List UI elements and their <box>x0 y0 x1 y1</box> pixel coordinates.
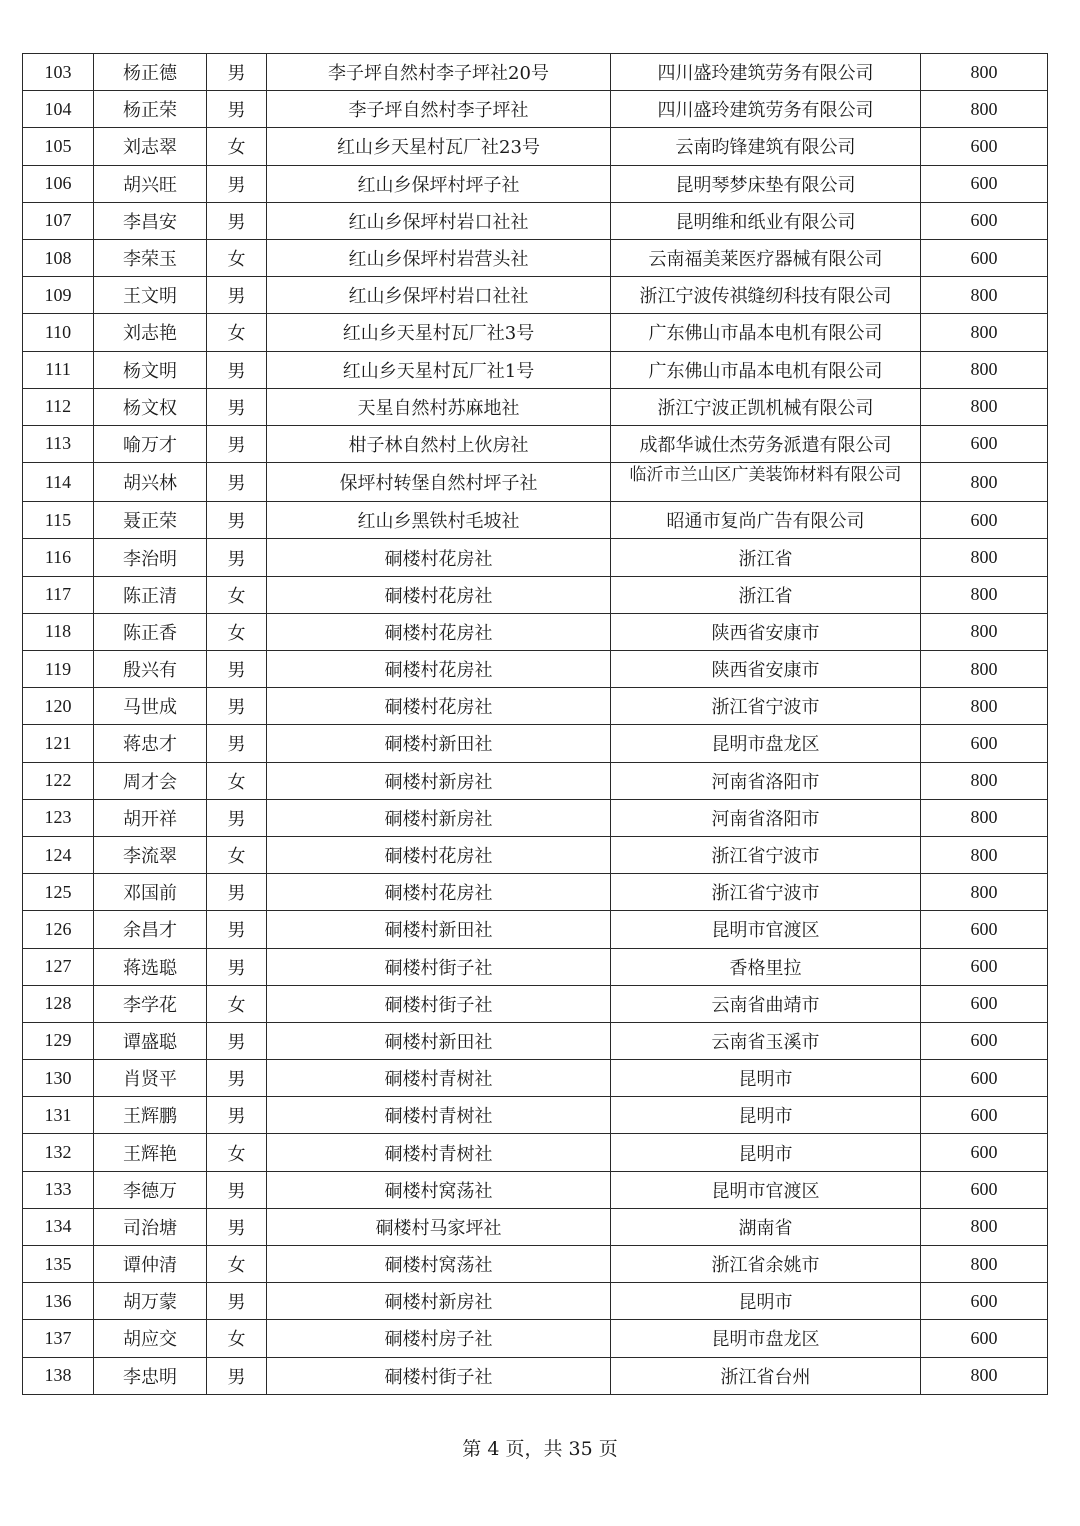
row-number-cell: 137 <box>23 1320 94 1357</box>
table-row <box>23 463 1048 502</box>
employer-cell: 四川盛玲建筑劳务有限公司 <box>611 54 921 91</box>
row-number-cell: 109 <box>23 277 94 314</box>
subsidy-amount-cell: 800 <box>921 388 1048 425</box>
home-address-cell: 硐楼村青树社 <box>267 1060 611 1097</box>
gender-cell: 女 <box>207 1320 267 1357</box>
subsidy-amount-cell: 800 <box>921 1246 1048 1283</box>
table-row <box>23 502 1048 539</box>
subsidy-amount-cell: 800 <box>921 688 1048 725</box>
person-name-cell: 陈正清 <box>94 576 207 613</box>
table-row <box>23 1060 1048 1097</box>
home-address-cell: 硐楼村花房社 <box>267 576 611 613</box>
table-row <box>23 948 1048 985</box>
subsidy-amount-cell: 600 <box>921 1320 1048 1357</box>
subsidy-amount-cell: 800 <box>921 539 1048 576</box>
subsidy-amount-cell: 800 <box>921 576 1048 613</box>
subsidy-amount-cell: 800 <box>921 799 1048 836</box>
home-address-cell: 硐楼村青树社 <box>267 1097 611 1134</box>
subsidy-amount-cell: 600 <box>921 1171 1048 1208</box>
employer-cell: 临沂市兰山区广美装饰材料有限公司 <box>611 463 921 502</box>
row-number-cell: 126 <box>23 911 94 948</box>
gender-cell: 女 <box>207 576 267 613</box>
row-number-cell: 138 <box>23 1357 94 1394</box>
person-name-cell: 刘志艳 <box>94 314 207 351</box>
home-address-cell: 红山乡天星村瓦厂社3号 <box>267 314 611 351</box>
employer-cell: 云南福美莱医疗器械有限公司 <box>611 239 921 276</box>
home-address-cell: 硐楼村新房社 <box>267 1283 611 1320</box>
person-name-cell: 余昌才 <box>94 911 207 948</box>
employer-cell: 广东佛山市晶本电机有限公司 <box>611 351 921 388</box>
table-row <box>23 1246 1048 1283</box>
home-address-cell: 硐楼村新田社 <box>267 911 611 948</box>
subsidy-amount-cell: 800 <box>921 874 1048 911</box>
subsidy-amount-cell: 600 <box>921 985 1048 1022</box>
employer-cell: 昆明市官渡区 <box>611 1171 921 1208</box>
subsidy-amount-cell: 800 <box>921 54 1048 91</box>
home-address-cell: 硐楼村窝荡社 <box>267 1171 611 1208</box>
person-name-cell: 王文明 <box>94 277 207 314</box>
page-number: 第 4 页，共 35 页 <box>462 1438 618 1460</box>
employer-cell: 浙江省 <box>611 576 921 613</box>
gender-cell: 男 <box>207 874 267 911</box>
row-number-cell: 115 <box>23 502 94 539</box>
home-address-cell: 硐楼村新房社 <box>267 799 611 836</box>
table-row <box>23 1357 1048 1394</box>
subsidy-amount-cell: 600 <box>921 1022 1048 1059</box>
table-row <box>23 539 1048 576</box>
gender-cell: 男 <box>207 1283 267 1320</box>
row-number-cell: 112 <box>23 388 94 425</box>
subsidy-amount-cell: 600 <box>921 1283 1048 1320</box>
gender-cell: 女 <box>207 239 267 276</box>
gender-cell: 男 <box>207 202 267 239</box>
gender-cell: 男 <box>207 1208 267 1245</box>
home-address-cell: 硐楼村新田社 <box>267 725 611 762</box>
person-name-cell: 胡应交 <box>94 1320 207 1357</box>
employer-cell: 昆明市官渡区 <box>611 911 921 948</box>
table-row <box>23 688 1048 725</box>
home-address-cell: 硐楼村花房社 <box>267 539 611 576</box>
row-number-cell: 127 <box>23 948 94 985</box>
gender-cell: 男 <box>207 799 267 836</box>
row-number-cell: 122 <box>23 762 94 799</box>
employer-cell: 成都华诚仕杰劳务派遣有限公司 <box>611 425 921 462</box>
employer-cell: 香格里拉 <box>611 948 921 985</box>
row-number-cell: 106 <box>23 165 94 202</box>
gender-cell: 女 <box>207 762 267 799</box>
home-address-cell: 红山乡保坪村岩口社社 <box>267 277 611 314</box>
person-name-cell: 蒋选聪 <box>94 948 207 985</box>
employer-cell: 浙江宁波正凯机械有限公司 <box>611 388 921 425</box>
table-row <box>23 239 1048 276</box>
home-address-cell: 硐楼村马家坪社 <box>267 1208 611 1245</box>
home-address-cell: 红山乡天星村瓦厂社1号 <box>267 351 611 388</box>
home-address-cell: 硐楼村街子社 <box>267 1357 611 1394</box>
gender-cell: 女 <box>207 314 267 351</box>
gender-cell: 男 <box>207 948 267 985</box>
gender-cell: 男 <box>207 1060 267 1097</box>
gender-cell: 女 <box>207 613 267 650</box>
gender-cell: 男 <box>207 425 267 462</box>
person-name-cell: 胡万蒙 <box>94 1283 207 1320</box>
employer-cell: 河南省洛阳市 <box>611 799 921 836</box>
person-name-cell: 李德万 <box>94 1171 207 1208</box>
person-name-cell: 李治明 <box>94 539 207 576</box>
person-name-cell: 杨文明 <box>94 351 207 388</box>
subsidy-amount-cell: 600 <box>921 1134 1048 1171</box>
gender-cell: 男 <box>207 1357 267 1394</box>
home-address-cell: 红山乡保坪村岩营头社 <box>267 239 611 276</box>
table-row <box>23 91 1048 128</box>
person-name-cell: 刘志翠 <box>94 128 207 165</box>
subsidy-amount-cell: 600 <box>921 948 1048 985</box>
employer-cell: 昆明市 <box>611 1060 921 1097</box>
table-row <box>23 425 1048 462</box>
table-row <box>23 874 1048 911</box>
row-number-cell: 123 <box>23 799 94 836</box>
home-address-cell: 红山乡保坪村岩口社社 <box>267 202 611 239</box>
table-row <box>23 128 1048 165</box>
employer-cell: 云南昀锋建筑有限公司 <box>611 128 921 165</box>
home-address-cell: 硐楼村新田社 <box>267 1022 611 1059</box>
row-number-cell: 116 <box>23 539 94 576</box>
table-row <box>23 1320 1048 1357</box>
subsidy-amount-cell: 800 <box>921 314 1048 351</box>
table-row <box>23 651 1048 688</box>
person-name-cell: 邓国前 <box>94 874 207 911</box>
person-name-cell: 谭仲清 <box>94 1246 207 1283</box>
gender-cell: 男 <box>207 165 267 202</box>
home-address-cell: 硐楼村窝荡社 <box>267 1246 611 1283</box>
subsidy-amount-cell: 600 <box>921 202 1048 239</box>
employer-cell: 云南省曲靖市 <box>611 985 921 1022</box>
row-number-cell: 130 <box>23 1060 94 1097</box>
gender-cell: 男 <box>207 725 267 762</box>
table-row <box>23 351 1048 388</box>
subsidy-amount-cell: 800 <box>921 1208 1048 1245</box>
table-row <box>23 799 1048 836</box>
employer-cell: 广东佛山市晶本电机有限公司 <box>611 314 921 351</box>
home-address-cell: 硐楼村花房社 <box>267 688 611 725</box>
gender-cell: 女 <box>207 1134 267 1171</box>
table-row <box>23 1283 1048 1320</box>
gender-cell: 女 <box>207 1246 267 1283</box>
row-number-cell: 136 <box>23 1283 94 1320</box>
row-number-cell: 103 <box>23 54 94 91</box>
home-address-cell: 硐楼村花房社 <box>267 874 611 911</box>
home-address-cell: 红山乡保坪村坪子社 <box>267 165 611 202</box>
person-name-cell: 周才会 <box>94 762 207 799</box>
home-address-cell: 硐楼村花房社 <box>267 836 611 873</box>
table-row <box>23 911 1048 948</box>
table-row <box>23 762 1048 799</box>
subsidy-amount-cell: 600 <box>921 1097 1048 1134</box>
employer-cell: 昆明市盘龙区 <box>611 725 921 762</box>
person-name-cell: 王辉艳 <box>94 1134 207 1171</box>
gender-cell: 男 <box>207 54 267 91</box>
subsidy-amount-cell: 800 <box>921 351 1048 388</box>
person-name-cell: 李忠明 <box>94 1357 207 1394</box>
employer-cell: 昆明琴梦床垫有限公司 <box>611 165 921 202</box>
employer-cell: 昆明市盘龙区 <box>611 1320 921 1357</box>
subsidy-amount-cell: 800 <box>921 836 1048 873</box>
employer-cell: 浙江省余姚市 <box>611 1246 921 1283</box>
employer-cell: 陕西省安康市 <box>611 651 921 688</box>
row-number-cell: 110 <box>23 314 94 351</box>
row-number-cell: 124 <box>23 836 94 873</box>
person-name-cell: 肖贤平 <box>94 1060 207 1097</box>
gender-cell: 男 <box>207 277 267 314</box>
home-address-cell: 硐楼村青树社 <box>267 1134 611 1171</box>
gender-cell: 男 <box>207 1022 267 1059</box>
employer-cell: 昆明维和纸业有限公司 <box>611 202 921 239</box>
home-address-cell: 硐楼村新房社 <box>267 762 611 799</box>
home-address-cell: 红山乡黑铁村毛坡社 <box>267 502 611 539</box>
table-row <box>23 202 1048 239</box>
row-number-cell: 120 <box>23 688 94 725</box>
home-address-cell: 硐楼村房子社 <box>267 1320 611 1357</box>
table-row <box>23 985 1048 1022</box>
table-row <box>23 613 1048 650</box>
employer-cell: 四川盛玲建筑劳务有限公司 <box>611 91 921 128</box>
employer-cell: 云南省玉溪市 <box>611 1022 921 1059</box>
gender-cell: 男 <box>207 351 267 388</box>
subsidy-amount-cell: 800 <box>921 762 1048 799</box>
person-name-cell: 马世成 <box>94 688 207 725</box>
home-address-cell: 李子坪自然村李子坪社 <box>267 91 611 128</box>
person-name-cell: 王辉鹏 <box>94 1097 207 1134</box>
person-name-cell: 李荣玉 <box>94 239 207 276</box>
gender-cell: 男 <box>207 1097 267 1134</box>
employer-cell: 浙江省台州 <box>611 1357 921 1394</box>
table-row <box>23 725 1048 762</box>
subsidy-amount-cell: 600 <box>921 911 1048 948</box>
person-name-cell: 李学花 <box>94 985 207 1022</box>
gender-cell: 女 <box>207 128 267 165</box>
employer-cell: 陕西省安康市 <box>611 613 921 650</box>
home-address-cell: 硐楼村街子社 <box>267 985 611 1022</box>
gender-cell: 男 <box>207 91 267 128</box>
home-address-cell: 硐楼村花房社 <box>267 613 611 650</box>
employer-cell: 浙江省宁波市 <box>611 836 921 873</box>
row-number-cell: 113 <box>23 425 94 462</box>
person-name-cell: 胡兴林 <box>94 463 207 502</box>
records-table <box>22 53 1048 1395</box>
home-address-cell: 李子坪自然村李子坪社20号 <box>267 54 611 91</box>
row-number-cell: 134 <box>23 1208 94 1245</box>
row-number-cell: 119 <box>23 651 94 688</box>
subsidy-amount-cell: 600 <box>921 128 1048 165</box>
person-name-cell: 殷兴有 <box>94 651 207 688</box>
row-number-cell: 128 <box>23 985 94 1022</box>
subsidy-amount-cell: 600 <box>921 725 1048 762</box>
table-row <box>23 576 1048 613</box>
table-row <box>23 836 1048 873</box>
person-name-cell: 聂正荣 <box>94 502 207 539</box>
person-name-cell: 胡开祥 <box>94 799 207 836</box>
row-number-cell: 125 <box>23 874 94 911</box>
person-name-cell: 李流翠 <box>94 836 207 873</box>
row-number-cell: 121 <box>23 725 94 762</box>
subsidy-amount-cell: 800 <box>921 1357 1048 1394</box>
person-name-cell: 司治塘 <box>94 1208 207 1245</box>
table-row <box>23 1134 1048 1171</box>
records-body <box>23 54 1048 1395</box>
gender-cell: 男 <box>207 463 267 502</box>
employer-cell: 湖南省 <box>611 1208 921 1245</box>
employer-cell: 昆明市 <box>611 1097 921 1134</box>
row-number-cell: 133 <box>23 1171 94 1208</box>
home-address-cell: 天星自然村苏麻地社 <box>267 388 611 425</box>
gender-cell: 男 <box>207 651 267 688</box>
gender-cell: 男 <box>207 502 267 539</box>
table-row <box>23 1208 1048 1245</box>
table-row <box>23 1097 1048 1134</box>
person-name-cell: 喻万才 <box>94 425 207 462</box>
table-row <box>23 388 1048 425</box>
subsidy-amount-cell: 800 <box>921 463 1048 502</box>
home-address-cell: 柑子林自然村上伙房社 <box>267 425 611 462</box>
subsidy-amount-cell: 600 <box>921 239 1048 276</box>
employer-cell: 昆明市 <box>611 1134 921 1171</box>
employer-cell: 浙江省宁波市 <box>611 874 921 911</box>
row-number-cell: 111 <box>23 351 94 388</box>
subsidy-amount-cell: 800 <box>921 613 1048 650</box>
row-number-cell: 105 <box>23 128 94 165</box>
person-name-cell: 杨文权 <box>94 388 207 425</box>
gender-cell: 男 <box>207 911 267 948</box>
row-number-cell: 118 <box>23 613 94 650</box>
subsidy-amount-cell: 600 <box>921 425 1048 462</box>
employer-cell: 浙江省宁波市 <box>611 688 921 725</box>
row-number-cell: 107 <box>23 202 94 239</box>
employer-cell: 昆明市 <box>611 1283 921 1320</box>
person-name-cell: 李昌安 <box>94 202 207 239</box>
employer-cell: 昭通市复尚广告有限公司 <box>611 502 921 539</box>
table-row <box>23 314 1048 351</box>
gender-cell: 女 <box>207 836 267 873</box>
person-name-cell: 胡兴旺 <box>94 165 207 202</box>
subsidy-amount-cell: 600 <box>921 165 1048 202</box>
row-number-cell: 131 <box>23 1097 94 1134</box>
home-address-cell: 硐楼村街子社 <box>267 948 611 985</box>
row-number-cell: 108 <box>23 239 94 276</box>
table-row <box>23 277 1048 314</box>
gender-cell: 男 <box>207 388 267 425</box>
person-name-cell: 杨正德 <box>94 54 207 91</box>
home-address-cell: 红山乡天星村瓦厂社23号 <box>267 128 611 165</box>
employer-cell: 河南省洛阳市 <box>611 762 921 799</box>
subsidy-amount-cell: 800 <box>921 277 1048 314</box>
gender-cell: 男 <box>207 1171 267 1208</box>
home-address-cell: 保坪村转堡自然村坪子社 <box>267 463 611 502</box>
row-number-cell: 104 <box>23 91 94 128</box>
gender-cell: 女 <box>207 985 267 1022</box>
person-name-cell: 蒋忠才 <box>94 725 207 762</box>
row-number-cell: 117 <box>23 576 94 613</box>
table-row <box>23 54 1048 91</box>
gender-cell: 男 <box>207 688 267 725</box>
employer-cell: 浙江宁波传祺缝纫科技有限公司 <box>611 277 921 314</box>
subsidy-amount-cell: 800 <box>921 91 1048 128</box>
employer-cell: 浙江省 <box>611 539 921 576</box>
person-name-cell: 谭盛聪 <box>94 1022 207 1059</box>
subsidy-amount-cell: 600 <box>921 1060 1048 1097</box>
person-name-cell: 杨正荣 <box>94 91 207 128</box>
gender-cell: 男 <box>207 539 267 576</box>
subsidy-amount-cell: 800 <box>921 651 1048 688</box>
table-row <box>23 165 1048 202</box>
subsidy-amount-cell: 600 <box>921 502 1048 539</box>
home-address-cell: 硐楼村花房社 <box>267 651 611 688</box>
row-number-cell: 135 <box>23 1246 94 1283</box>
row-number-cell: 132 <box>23 1134 94 1171</box>
row-number-cell: 129 <box>23 1022 94 1059</box>
person-name-cell: 陈正香 <box>94 613 207 650</box>
table-row <box>23 1171 1048 1208</box>
table-row <box>23 1022 1048 1059</box>
row-number-cell: 114 <box>23 463 94 502</box>
